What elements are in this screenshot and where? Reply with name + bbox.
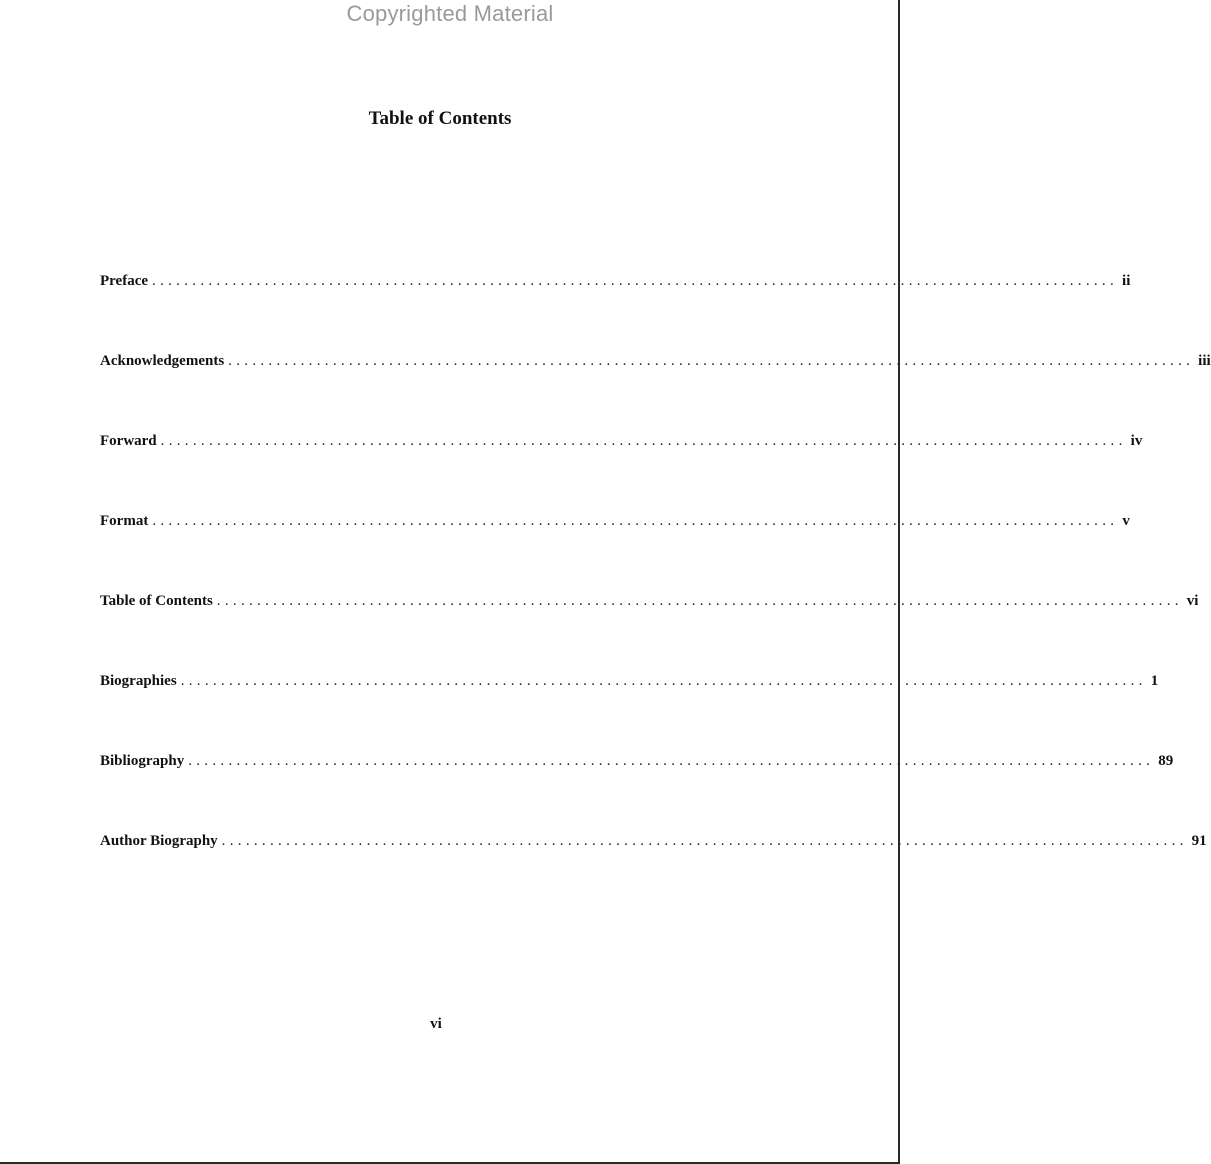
toc-entry-table-of-contents [100,593,1199,610]
toc-entry-page: v [1122,513,1130,529]
toc-entry-forward [100,433,1143,450]
dot-leader: ........................................................................................................................ [228,353,1195,369]
toc-entry-page: 1 [1150,673,1159,689]
copyright-watermark: Copyrighted Material [346,1,554,26]
toc-entry-preface [100,273,1131,290]
dot-leader: ........................................................................................................................ [152,273,1119,289]
toc-entry-page: 91 [1191,833,1207,849]
dot-leader: ........................................................................................................................ [152,513,1119,529]
toc-entry-page: iv [1130,433,1143,449]
toc-entry-acknowledgements [100,353,1211,370]
dot-leader: ........................................................................................................................ [216,593,1183,609]
toc-entry-label: Acknowledgements [100,353,225,369]
toc-entry-author-biography [100,833,1207,850]
dot-leader: ........................................................................................................................ [160,433,1127,449]
toc-entry-label: Bibliography [100,753,185,769]
toc-entry-label: Biographies [100,673,177,689]
toc-entry-biographies [100,673,1159,690]
toc-entry-page: 89 [1158,753,1174,769]
toc-entry-bibliography [100,753,1174,770]
toc-entry-label: Format [100,513,149,529]
toc-entry-page: iii [1198,353,1211,369]
toc-entry-label: Table of Contents [100,593,213,609]
toc-entry-label: Forward [100,433,157,449]
dot-leader: ........................................................................................................................ [180,673,1147,689]
page-number: vi [430,1016,442,1032]
toc-entry-page: vi [1186,593,1199,609]
toc-entry-format [100,513,1130,530]
toc-entry-page: ii [1122,273,1131,289]
page-title: Table of Contents [368,108,512,129]
toc-entry-label: Preface [100,273,149,289]
dot-leader: ........................................................................................................................ [221,833,1188,849]
dot-leader: ........................................................................................................................ [188,753,1155,769]
toc-entry-label: Author Biography [100,833,218,849]
